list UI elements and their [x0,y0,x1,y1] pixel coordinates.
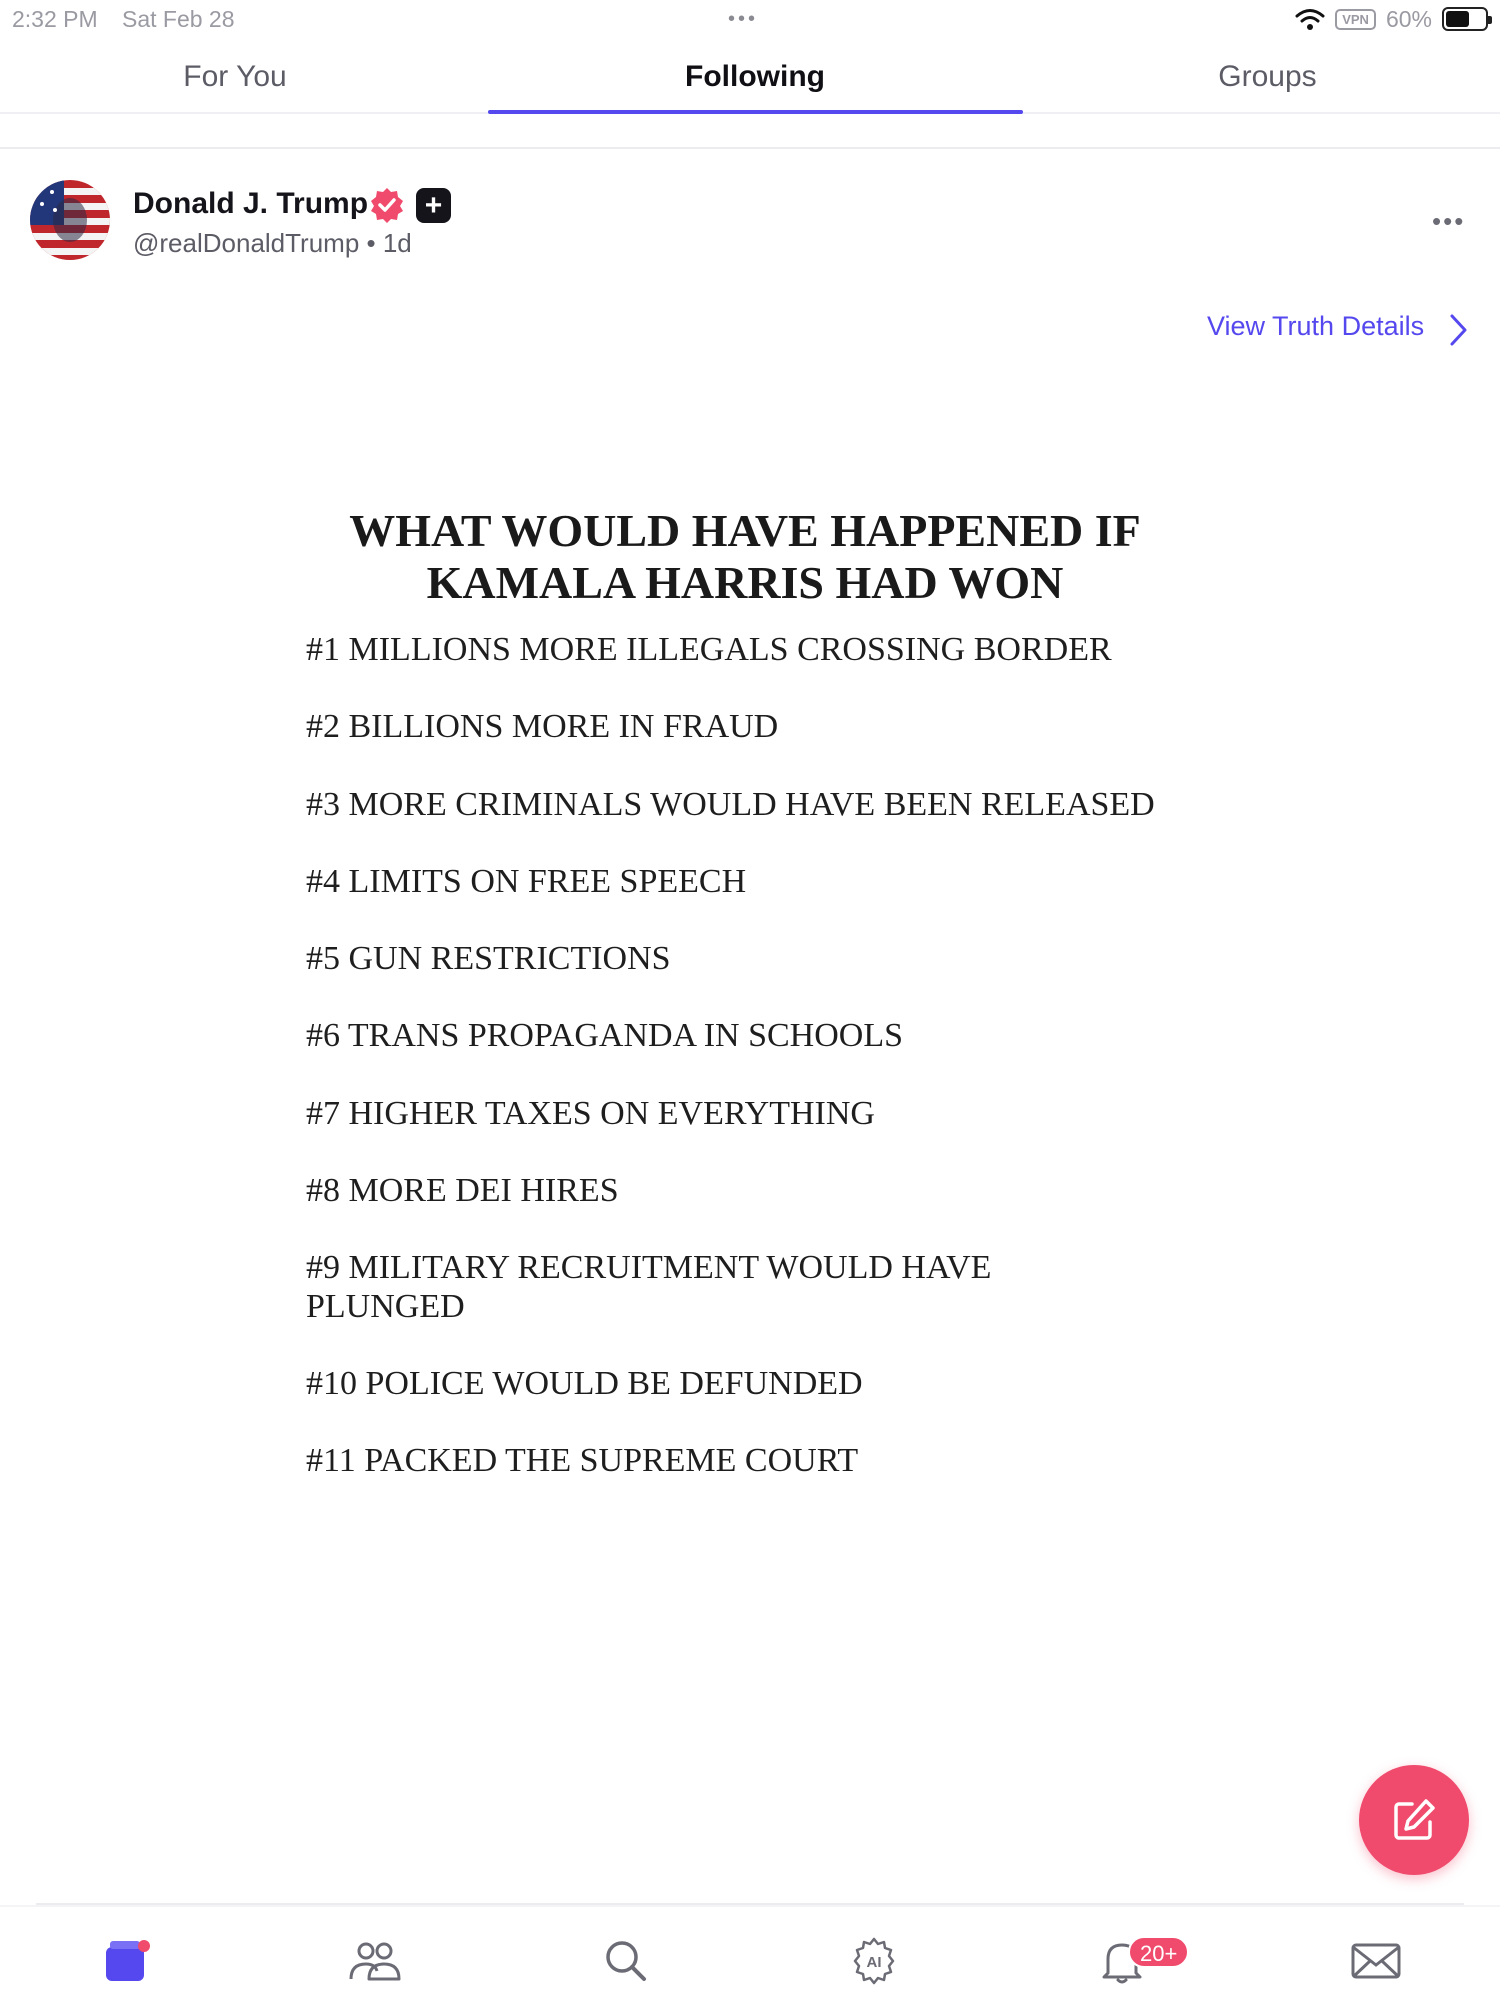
image-title-line-2: KAMALA HARRIS HAD WON [426,557,1064,608]
status-indicators [1295,4,1488,34]
divider [0,147,1500,149]
image-list-item: PLUNGED [306,1288,465,1325]
mail-icon[interactable] [1348,1937,1404,1985]
image-list-item: #1 MILLIONS MORE ILLEGALS CROSSING BORDER [306,631,1112,668]
author-name[interactable]: Donald J. Trump [133,187,369,220]
svg-text:AI: AI [866,1954,882,1971]
truth-plus-badge-icon: + [416,188,451,223]
wifi-icon [1295,7,1325,31]
tab-following[interactable]: Following [685,60,825,93]
image-list-item: #4 LIMITS ON FREE SPEECH [306,863,747,900]
avatar[interactable] [30,180,110,260]
tab-for-you[interactable]: For You [183,60,287,93]
groups-icon[interactable] [347,1937,403,1985]
view-truth-details-link[interactable]: View Truth Details [1207,311,1425,341]
verified-badge-icon [368,186,406,224]
image-list-item: #10 POLICE WOULD BE DEFUNDED [306,1365,863,1402]
image-title-line-1: WHAT WOULD HAVE HAPPENED IF [349,505,1141,556]
image-list-item: #5 GUN RESTRICTIONS [306,940,671,977]
feed-tabs [0,48,1500,114]
image-list-item: #8 MORE DEI HIRES [306,1172,619,1209]
battery-icon [1442,7,1488,31]
avatar-image [30,180,110,260]
chevron-right-icon[interactable] [1448,313,1470,347]
battery-percent: 60% [1385,5,1432,32]
image-list-item: #3 MORE CRIMINALS WOULD HAVE BEEN RELEASED [306,786,1155,823]
author-handle[interactable]: @realDonaldTrump • 1d [133,228,412,258]
status-date: Sat Feb 28 [122,6,235,32]
image-list-item: #6 TRANS PROPAGANDA IN SCHOOLS [306,1017,904,1054]
post-image[interactable] [0,480,1500,1520]
compose-button[interactable] [1359,1765,1469,1875]
tab-groups[interactable]: Groups [1218,60,1317,93]
compose-icon [1390,1796,1438,1844]
notifications-badge: 20+ [1128,1936,1189,1968]
image-list-item: #9 MILITARY RECRUITMENT WOULD HAVE [306,1249,992,1286]
ai-icon[interactable] [846,1937,902,1985]
search-icon[interactable] [598,1937,654,1985]
status-time: 2:32 PM [12,6,98,32]
status-bar [0,0,1500,40]
battery-fill [1446,11,1469,27]
bottom-nav [0,1905,1500,2000]
more-options-icon[interactable]: ••• [1432,206,1466,236]
battery-tip [1488,16,1492,24]
home-icon[interactable] [98,1937,154,1985]
image-list-item: #11 PACKED THE SUPREME COURT [306,1442,859,1479]
vpn-badge: VPN [1335,9,1376,30]
multitasking-dots-icon[interactable]: ••• [728,8,759,30]
image-title [290,505,1200,609]
image-list-item: #2 BILLIONS MORE IN FRAUD [306,708,779,745]
active-tab-indicator [488,110,1023,114]
image-list-item: #7 HIGHER TAXES ON EVERYTHING [306,1095,875,1132]
